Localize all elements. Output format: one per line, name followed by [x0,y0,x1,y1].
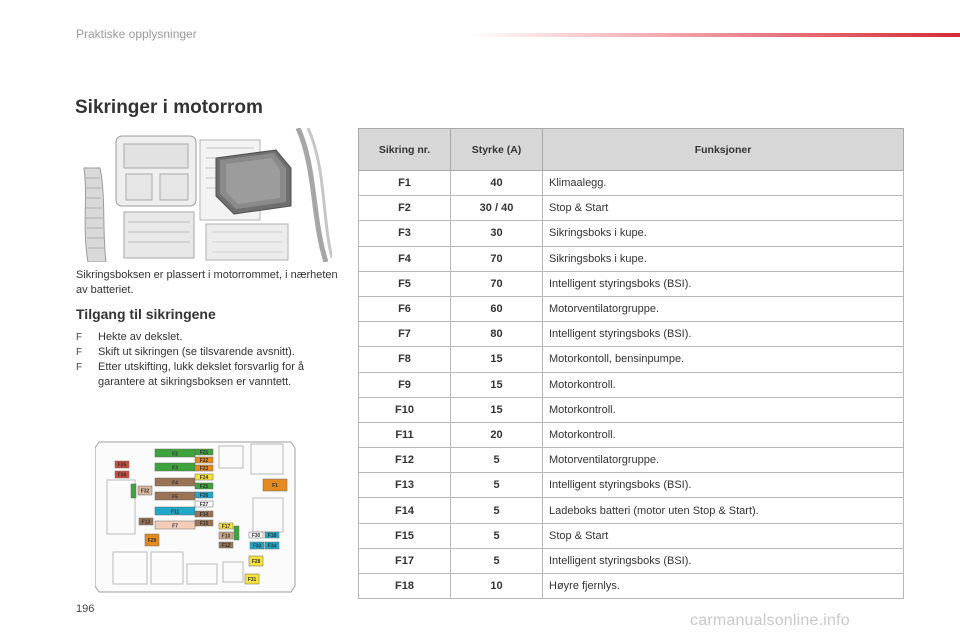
fuse-number: F8 [359,347,451,372]
fuse-function: Motorkontroll. [543,422,904,447]
fuse-amps: 15 [451,372,543,397]
fuse-label: F4 [172,480,178,487]
fuse-function: Sikringsboks i kupe. [543,246,904,271]
fuse-label: F5 [172,494,178,501]
fuse-amps: 5 [451,448,543,473]
column-header-amps: Styrke (A) [451,129,543,171]
fuse-amps: 15 [451,397,543,422]
intro-text: Sikringsboksen er plassert i motorrommet, i nærheten av batteriet. [76,269,338,296]
fuse-label: F1 [272,483,278,489]
table-row [359,171,904,196]
step-bullet-icon: F [76,347,83,358]
fuse-amps: 5 [451,523,543,548]
table-row [359,296,904,321]
table-row [359,196,904,221]
fuse-label: F2 [172,451,178,458]
fuse-number: F4 [359,246,451,271]
fuse-label: F21 [199,450,209,456]
step-bullet-icon: F [76,362,83,373]
access-steps [76,330,346,390]
fuse-function: Intelligent styringsboks (BSI). [543,271,904,296]
fuse-amps: 15 [451,347,543,372]
fuse-function: Motorkontoll, bensinpumpe. [543,347,904,372]
step-text: Skift ut sikringen (se tilsvarende avsnitt). [98,346,295,358]
column-header-functions: Funksjoner [543,129,904,171]
table-row [359,498,904,523]
step-item [76,330,346,345]
fuse-amps: 20 [451,422,543,447]
table-row [359,523,904,548]
fuse-label: F14 [199,512,209,518]
fusebox-diagram [95,436,300,598]
fuse-label: F15 [199,521,209,527]
table-row [359,271,904,296]
access-heading: Tilgang til sikringene [76,306,216,322]
fuse-label: F13 [141,519,151,526]
fuse-label: F32 [140,488,150,495]
fuse-amps: 70 [451,246,543,271]
fuse-label: F29 [147,538,157,544]
fuse-number: F18 [359,574,451,599]
fuse-number: F14 [359,498,451,523]
fuse-amps: 5 [451,498,543,523]
fuse-number: F17 [359,548,451,573]
fuse-amps: 40 [451,171,543,196]
fuse-table [358,128,904,599]
fuse-label: F22 [199,458,209,464]
table-row [359,422,904,447]
fuse-function: Motorkontroll. [543,397,904,422]
fuse-label: F7 [172,523,178,530]
fuse-function: Sikringsboks i kupe. [543,221,904,246]
fuse-label: F27 [199,502,209,508]
fuse-number: F9 [359,372,451,397]
fuse-label: F34 [267,543,277,550]
page-number: 196 [76,603,95,615]
fuse-label: F3 [172,465,178,472]
fuse-label: F30 [251,533,261,539]
fuse-label: F28 [251,559,261,565]
table-row [359,448,904,473]
page-title: Sikringer i motorrom [75,97,263,118]
fuse-amps: 30 / 40 [451,196,543,221]
step-bullet-icon: F [76,332,83,343]
fuse-label: F17 [221,524,231,530]
fuse-amps: 10 [451,574,543,599]
fuse-number: F1 [359,171,451,196]
step-text: Etter utskifting, lukk dekslet forsvarlig for å garantere at sikringsboksen er vanntett. [98,361,305,388]
fuse-number: F11 [359,422,451,447]
fuse-function: Intelligent styringsboks (BSI). [543,548,904,573]
fuse-number: F12 [359,448,451,473]
fuse-label: F18 [267,533,277,539]
fuse-label: F11 [170,509,180,516]
fuse-function: Motorventilatorgruppe. [543,448,904,473]
table-header-row [359,129,904,171]
fuse-function: Stop & Start [543,196,904,221]
table-row [359,473,904,498]
table-row [359,397,904,422]
fuse-number: F6 [359,296,451,321]
fuse-number: F2 [359,196,451,221]
fuse-amps: 30 [451,221,543,246]
table-row [359,548,904,573]
engine-bay-illustration [76,128,332,262]
fuse-number: F13 [359,473,451,498]
fuse-amps: 80 [451,322,543,347]
fuse-number: F15 [359,523,451,548]
fuse-number: F3 [359,221,451,246]
header-accent-line [470,33,960,37]
fuse-label: F31 [247,577,257,583]
watermark: carmanualsonline.info [690,612,850,629]
fuse-number: F7 [359,322,451,347]
step-item [76,345,346,360]
fuse-number: F10 [359,397,451,422]
fuse-label: F23 [199,466,209,472]
fuse-function: Intelligent styringsboks (BSI). [543,473,904,498]
fuse-function: Intelligent styringsboks (BSI). [543,322,904,347]
fuse-label: F24 [199,475,209,481]
fuse-label: F33 [252,543,262,550]
table-row [359,246,904,271]
fuse-label: F25 [199,484,209,490]
fuse-label: F12 [221,543,231,549]
fuse-function: Høyre fjernlys. [543,574,904,599]
step-text: Hekte av dekslet. [98,331,183,343]
table-row [359,322,904,347]
table-row [359,574,904,599]
fuse-function: Klimaalegg. [543,171,904,196]
fuse-label: F26 [199,493,209,499]
table-row [359,372,904,397]
fuse-amps: 5 [451,473,543,498]
step-item [76,360,346,390]
fuse-label: F10 [221,533,231,540]
fuse-function: Motorventilatorgruppe. [543,296,904,321]
fuse-function: Ladeboks batteri (motor uten Stop & Start). [543,498,904,523]
table-row [359,347,904,372]
running-header: Praktiske opplysninger [76,27,197,41]
fuse-label: F35 [117,462,127,469]
fuse-function: Motorkontroll. [543,372,904,397]
fuse-amps: 5 [451,548,543,573]
fuse-amps: 70 [451,271,543,296]
fuse-label: F36 [117,472,127,479]
column-header-fuse: Sikring nr. [359,129,451,171]
fuse-function: Stop & Start [543,523,904,548]
fuse-amps: 60 [451,296,543,321]
table-row [359,221,904,246]
fuse-number: F5 [359,271,451,296]
